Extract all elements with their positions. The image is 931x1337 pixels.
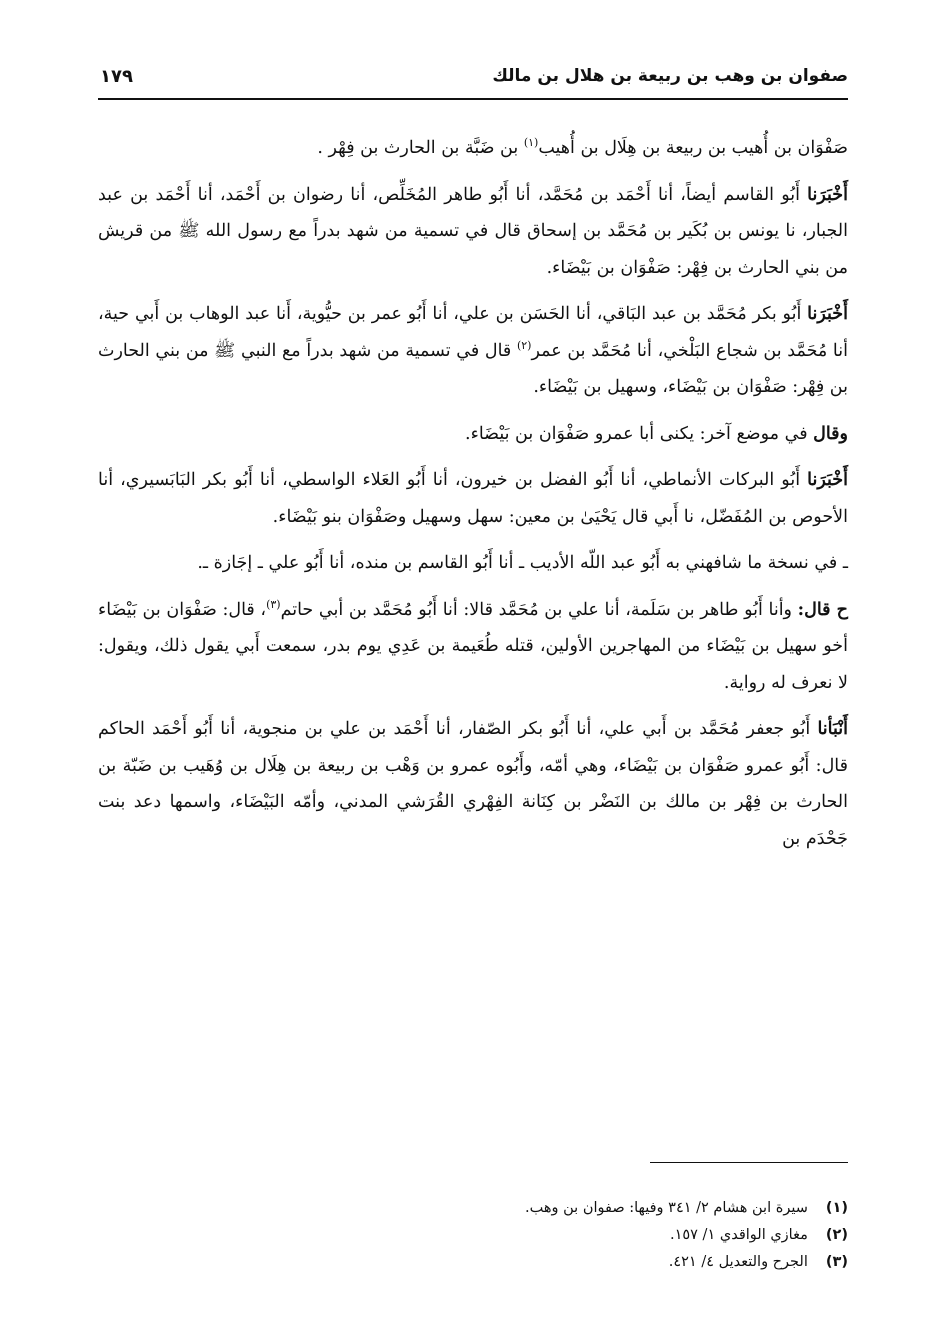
footnote-1 [400, 1195, 848, 1222]
paragraph-5 [98, 462, 848, 535]
p7-text-b: ، قال: صَفْوَان بن بَيْضَاء أخو سهيل بن بَيْضَاء من المهاجرين الأولين، قتله طُعَيمة بن عَدِي يوم بدر، سمعت أَبي يقول ذلك، ويقول: لا نعرف له رواية. [98, 599, 848, 693]
main-text [98, 130, 848, 867]
footnote-ref-2: (٢) [516, 338, 532, 352]
footnote-1-text: سيرة ابن هشام ٢/ ٣٤١ وفيها: صفوان بن وهب. [525, 1200, 808, 1216]
footnote-ref-1: (١) [523, 136, 539, 150]
paragraph-2 [98, 177, 848, 287]
page-number: ١٧٩ [100, 66, 133, 87]
header-rule [98, 98, 848, 100]
footnote-3-number: (٣) [825, 1254, 848, 1270]
p7-text-a: وأنا أَبُو طاهر بن سَلَمة، أنا علي بن مُحَمَّد قالا: أنا أَبُو مُحَمَّد بن أبي حاتم [280, 599, 798, 620]
p2-lead: أَخْبَرَنا [807, 184, 848, 205]
p3-lead: أَخْبَرَنا [807, 304, 848, 324]
footnote-rule [650, 1162, 848, 1163]
footnote-3 [400, 1249, 848, 1276]
footnote-3-text: الجرح والتعديل ٤/ ٤٢١. [668, 1254, 808, 1270]
p8-text: أَبُو جعفر مُحَمَّد بن أَبي علي، أنا أَبُو بكر الصّفار، أنا أَحْمَد بن علي بن منجوية، أنا أَبُو أَحْمَد الحاكم قال: أَبُو عمرو صَفْوَان بن بَيْضَاء، وهي أمّه، وأَبُوه عمرو بن وَهْب بن ربيعة بن هِلَال بن وُهَيب بن ضَبّة بن الحارث بن فِهْر بن مالك بن النَضْر بن كِنَانة الفِهْري القُرَشي المدني، وأمّه البَيْضَاء، واسمها دعد بنت جَحْدَم بن [98, 719, 848, 849]
p4-lead: وقال [813, 423, 848, 444]
footnote-2 [400, 1222, 848, 1249]
p1-text-a: صَفْوَان بن أُهيب بن ربيعة بن هِلَال بن أُهيب [538, 138, 848, 158]
paragraph-3 [98, 296, 848, 406]
footnote-ref-3: (٣) [266, 597, 281, 611]
p5-text: أَبُو البركات الأنماطي، أنا أَبُو الفضل بن خيرون، أنا أَبُو العَلاء الواسطي، أنا أَبُو بكر البَابَسيري، أنا الأحوص بن المُفَضّل، نا أَبي قال يَحْيَىٰ بن معين: سهل وسهيل وصَفْوَان بنو بَيْضَاء. [98, 470, 848, 527]
p5-lead: أَخْبَرَنا [807, 470, 848, 490]
footnotes [400, 1195, 848, 1276]
p3-text-a: أَبُو بكر مُحَمَّد بن عبد البَاقي، أنا الحَسَن بن علي، أنا أَبُو عمر بن حيُّوية، أَنا عبد الوهاب بن أَبي حية، أنا مُحَمَّد بن شجاع البَلْخي، أنا مُحَمَّد بن عمر [98, 304, 848, 361]
footnote-1-number: (١) [825, 1200, 848, 1216]
footnote-2-text: مغازي الواقدي ١/ ١٥٧. [669, 1227, 808, 1243]
paragraph-1 [98, 130, 848, 167]
footnote-2-number: (٢) [825, 1227, 848, 1243]
p3-text-b: قال في تسمية من شهد بدراً مع النبي ﷺ من بني الحارث بن فِهْر: صَفْوَان بن بَيْضَاء، وسهيل بن بَيْضَاء. [98, 340, 848, 397]
p2-text: أَبُو القاسم أيضاً، أنا أَحْمَد بن مُحَمَّد، أنا أَبُو طاهر المُخَلِّص، أنا رضوان بن أَحْمَد، أنا أَحْمَد بن عبد الجبار، نا يونس بن بُكَير بن مُحَمَّد بن إسحاق قال في تسمية من شهد بدراً مع رسول الله ﷺ من قريش من بني الحارث بن فِهْر: صَفْوَان بن بَيْضَاء. [98, 184, 848, 278]
paragraph-4 [98, 416, 848, 453]
p4-text: في موضع آخر: يكنى أبا عمرو صَفْوَان بن بَيْضَاء. [465, 423, 814, 444]
p1-text-b: بن ضَبَّة بن الحارث بن فِهْر . [317, 138, 524, 158]
paragraph-8 [98, 711, 848, 857]
p7-lead: ح قال: [797, 599, 848, 620]
paragraph-6 [98, 545, 848, 582]
p6-text: ـ في نسخة ما شافهني به أَبُو عبد اللّه الأديب ـ أنا أَبُو القاسم بن منده، أنا أَبُو علي ـ إجَازة ـ. [197, 553, 848, 573]
page-header [98, 64, 848, 100]
running-title: صفوان بن وهب بن ربيعة بن هلال بن مالك [492, 66, 848, 86]
p8-lead: أَنْبَأنا [817, 719, 848, 739]
paragraph-7 [98, 592, 848, 702]
